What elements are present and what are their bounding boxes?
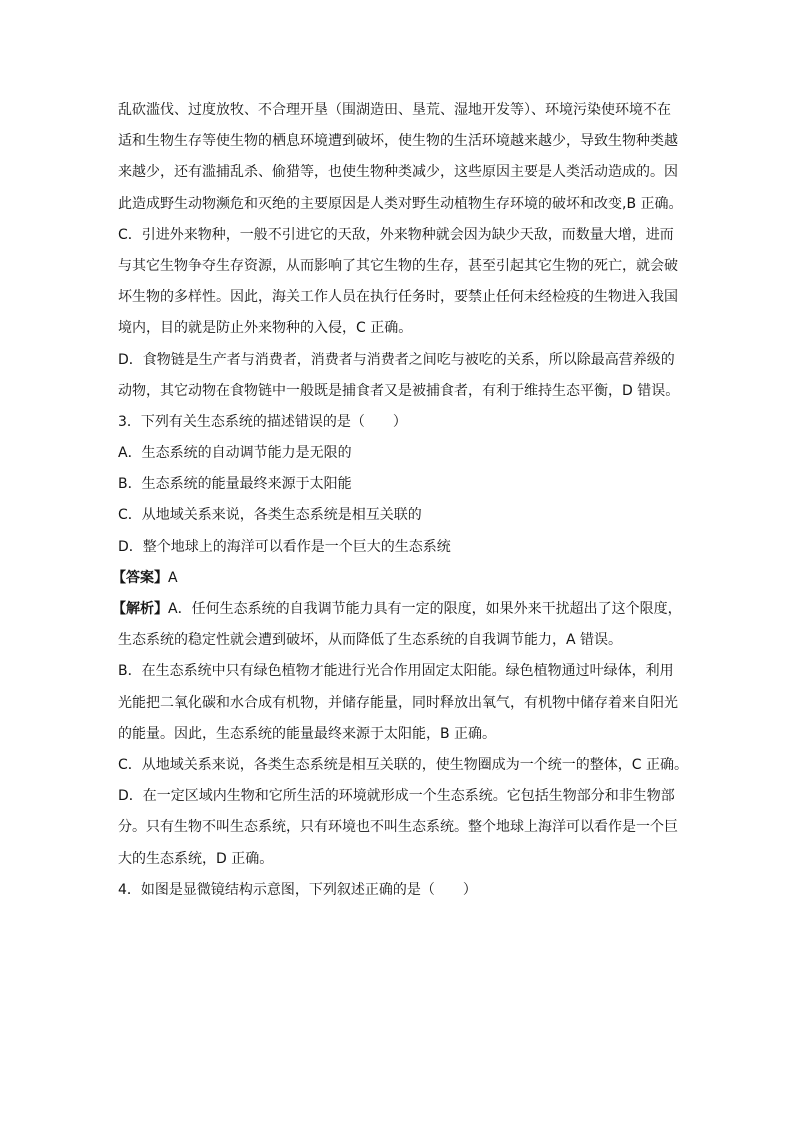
analysis-line: C．引进外来物种，一般不引进它的天敌，外来物种就会因为缺少天敌，而数量大增，进而 bbox=[118, 226, 674, 243]
question-stem: 4．如图是显微镜结构示意图，下列叙述正确的是（ ） bbox=[118, 881, 477, 898]
analysis-line: 适和生物生存等使生物的栖息环境遭到破坏，使生物的生活环境越来越少，导致生物种类越 bbox=[118, 133, 678, 150]
analysis-line: D．食物链是生产者与消费者，消费者与消费者之间吃与被吃的关系，所以除最高营养级的 bbox=[118, 351, 675, 368]
analysis-line: 动物，其它动物在食物链中一般既是捕食者又是被捕食者，有利于维持生态平衡，D 错误。 bbox=[118, 382, 680, 399]
analysis-line: 境内，目的就是防止外来物种的入侵，C 正确。 bbox=[118, 320, 413, 337]
analysis-line: 分。只有生物不叫生态系统，只有环境也不叫生态系统。整个地球上海洋可以看作是一个巨 bbox=[118, 819, 678, 836]
option-b: B．生态系统的能量最终来源于太阳能 bbox=[118, 476, 352, 493]
question-3 bbox=[112, 407, 718, 875]
document-page bbox=[112, 95, 718, 906]
answer-line bbox=[112, 563, 718, 594]
analysis-label: 【解析】 bbox=[112, 601, 168, 617]
question-4 bbox=[118, 875, 718, 906]
analysis-line: 乱砍滥伐、过度放牧、不合理开垦（围湖造田、垦荒、湿地开发等）、环境污染使环境不在 bbox=[118, 102, 671, 118]
answer-label: 【答案】 bbox=[112, 569, 168, 586]
analysis-line: D．在一定区域内生物和它所生活的环境就形成一个生态系统。它包括生物部分和非生物部 bbox=[118, 788, 675, 805]
analysis-line: 此造成野生动物濒危和灭绝的主要原因是人类对野生动植物生存环境的破坏和改变,B 正确。 bbox=[118, 195, 683, 212]
analysis-line: 光能把二氧化碳和水合成有机物，并储存能量，同时释放出氧气，有机物中储存着来自阳光 bbox=[118, 694, 678, 711]
analysis-line: 坏生物的多样性。因此，海关工作人员在执行任务时，要禁止任何未经检疫的生物进入我国 bbox=[118, 289, 678, 306]
analysis-line: 生态系统的稳定性就会遭到破坏，从而降低了生态系统的自我调节能力，A 错误。 bbox=[118, 632, 623, 649]
question-stem: 3．下列有关生态系统的描述错误的是（ ） bbox=[118, 413, 407, 430]
analysis-line: C．从地域关系来说，各类生态系统是相互关联的，使生物圈成为一个统一的整体，C 正确。 bbox=[118, 756, 688, 773]
option-c: C．从地域关系来说，各类生态系统是相互关联的 bbox=[118, 507, 422, 524]
analysis-line: 大的生态系统，D 正确。 bbox=[118, 850, 274, 867]
analysis-text: A．任何生态系统的自我调节能力具有一定的限度，如果外来干扰超出了这个限度， bbox=[168, 601, 682, 617]
analysis-first-line bbox=[112, 594, 718, 625]
analysis-line: 与其它生物争夺生存资源，从而影响了其它生物的生存，甚至引起其它生物的死亡，就会破 bbox=[118, 257, 678, 274]
option-a: A．生态系统的自动调节能力是无限的 bbox=[118, 445, 352, 462]
analysis-line: B．在生态系统中只有绿色植物才能进行光合作用固定太阳能。绿色植物通过叶绿体，利用 bbox=[118, 663, 674, 680]
previous-analysis bbox=[118, 95, 718, 407]
analysis-line: 来越少，还有滥捕乱杀、偷猎等，也使生物种类减少，这些原因主要是人类活动造成的。因 bbox=[118, 164, 678, 181]
analysis-line: 的能量。因此，生态系统的能量最终来源于太阳能，B 正确。 bbox=[118, 725, 497, 742]
answer-value: A bbox=[168, 569, 178, 586]
option-d: D．整个地球上的海洋可以看作是一个巨大的生态系统 bbox=[118, 538, 451, 555]
